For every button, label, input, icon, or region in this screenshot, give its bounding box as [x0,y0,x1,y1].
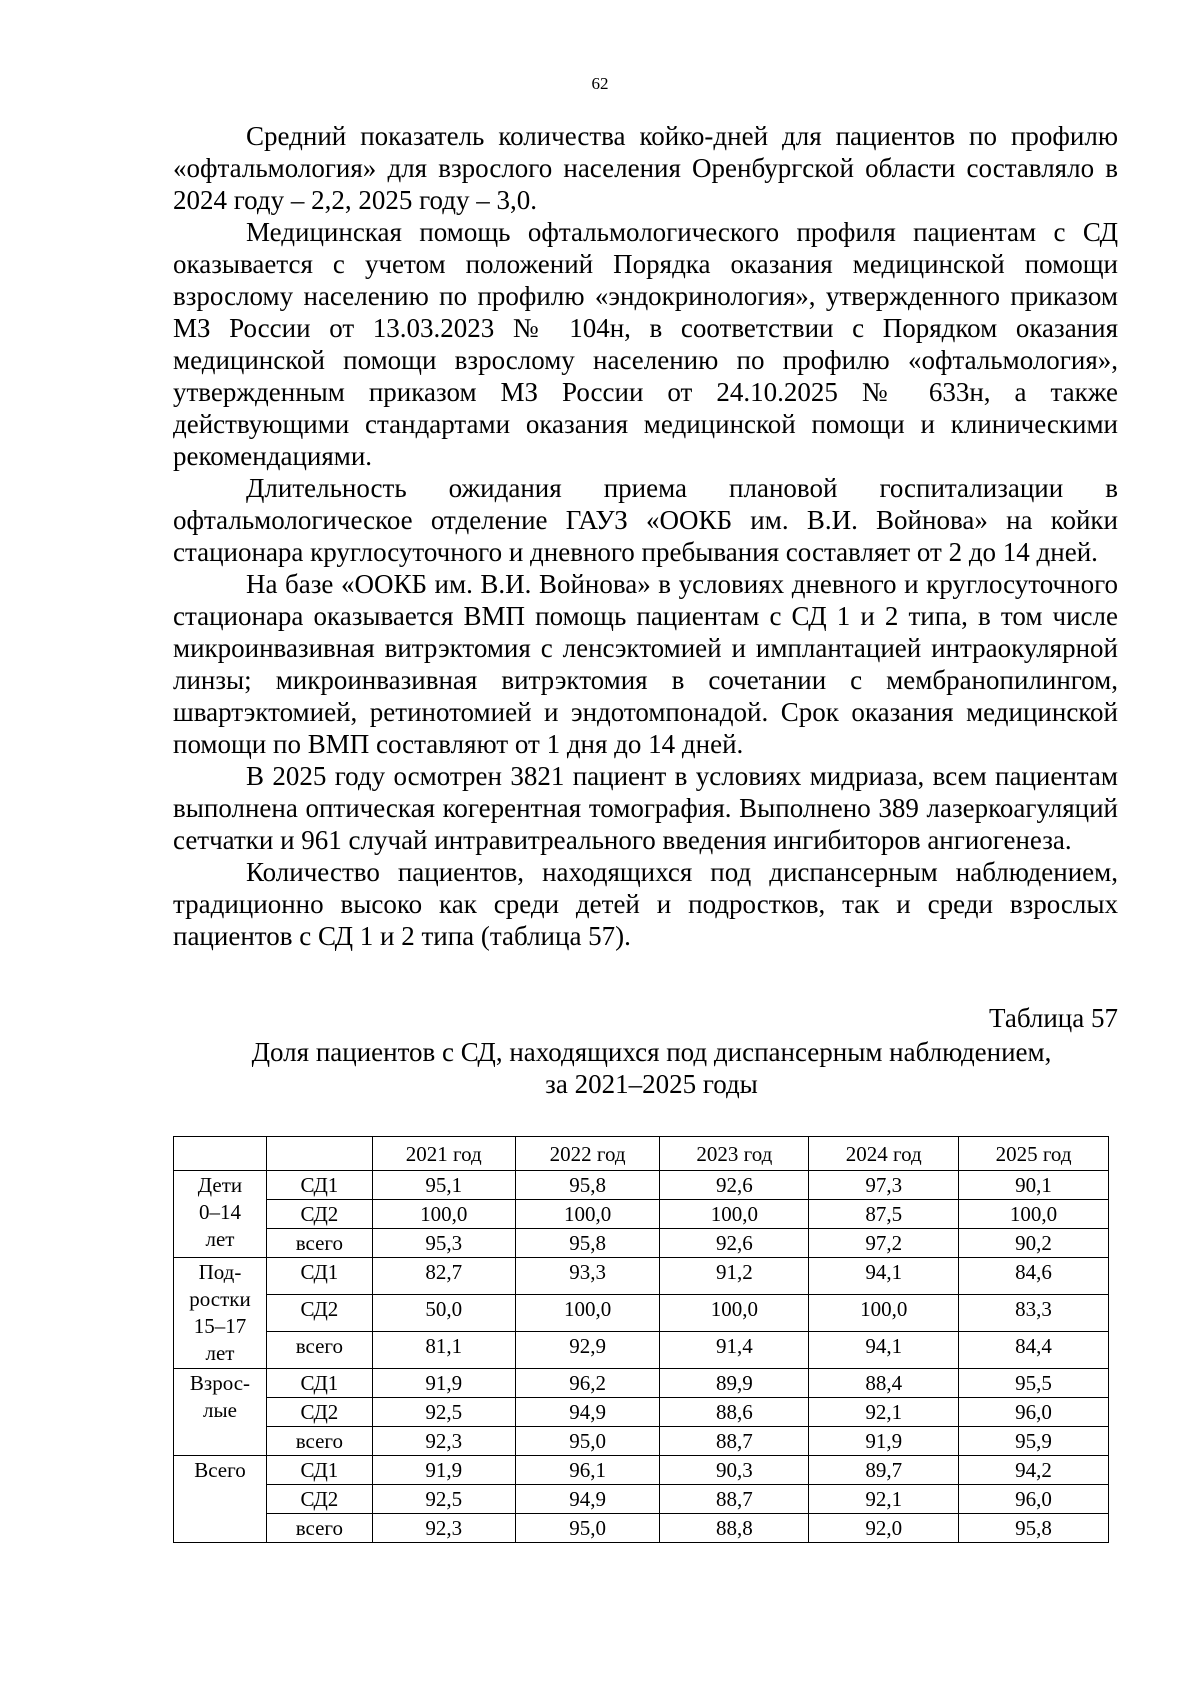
value-cell: 93,3 [515,1258,660,1295]
header-cell [174,1137,267,1171]
value-cell: 88,8 [660,1514,809,1543]
value-cell: 84,4 [959,1332,1109,1369]
header-cell: 2023 год [660,1137,809,1171]
group-label-line: 0–14 [198,1200,241,1224]
table-row [174,1171,1109,1200]
value-cell: 100,0 [660,1295,809,1332]
value-cell: 89,7 [809,1456,959,1485]
value-cell: 94,9 [515,1485,660,1514]
table-row [174,1258,1109,1295]
value-cell: 92,3 [372,1427,515,1456]
value-cell: 92,3 [372,1514,515,1543]
diabetes-type-cell: СД2 [266,1200,372,1229]
value-cell: 100,0 [959,1200,1109,1229]
value-cell: 92,1 [809,1398,959,1427]
value-cell: 100,0 [660,1200,809,1229]
diabetes-type-cell: всего [266,1514,372,1543]
table-row [174,1514,1109,1543]
value-cell: 88,4 [809,1369,959,1398]
group-label-line: лет [205,1227,235,1251]
value-cell: 92,9 [515,1332,660,1369]
value-cell: 82,7 [372,1258,515,1295]
group-label [174,1171,267,1258]
table-row [174,1229,1109,1258]
value-cell: 95,1 [372,1171,515,1200]
group-label [174,1369,267,1456]
table-body [174,1171,1109,1543]
diabetes-type-cell: СД1 [266,1258,372,1295]
table-caption [173,1002,1118,1100]
paragraph: Медицинская помощь офтальмологического профиля пациентам с СД оказывается с учетом положений Порядка оказания медицинской помощи взрослому населению по профилю «эндокринология», утвержденного приказом МЗ России от 13.03.2023 № 104н, в соответствии с Порядком оказания медицинской помощи взрослому населению по профилю «офтальмология», утвержденным приказом МЗ России от 24.10.2025 № 633н, а также действующими стандартами оказания медицинской помощи и клиническими рекомендациями. [173,217,1118,471]
table-row [174,1456,1109,1485]
value-cell: 89,9 [660,1369,809,1398]
table-row [174,1398,1109,1427]
table-row [174,1200,1109,1229]
value-cell: 95,8 [959,1514,1109,1543]
value-cell: 94,1 [809,1258,959,1295]
paragraph: Средний показатель количества койко-дней для пациентов по профилю «офтальмология» для взрослого населения Оренбургской области составляло в 2024 году – 2,2, 2025 году – 3,0. [173,121,1118,215]
value-cell: 90,3 [660,1456,809,1485]
value-cell: 92,5 [372,1398,515,1427]
page-number: 62 [591,74,609,93]
table-title-line: Доля пациентов с СД, находящихся под диспансерным наблюдением, [251,1037,1052,1067]
paragraph: Количество пациентов, находящихся под диспансерным наблюдением, традиционно высоко как среди детей и подростков, так и среди взрослых пациентов с СД 1 и 2 типа (таблица 57). [173,857,1118,951]
value-cell: 83,3 [959,1295,1109,1332]
group-label [174,1258,267,1369]
diabetes-type-cell: СД2 [266,1485,372,1514]
value-cell: 92,0 [809,1514,959,1543]
group-label-line: 15–17 [193,1314,247,1338]
value-cell: 91,9 [372,1456,515,1485]
group-label-line: лет [205,1341,235,1365]
value-cell: 92,6 [660,1171,809,1200]
group-label-line: Под- [198,1260,242,1284]
value-cell: 81,1 [372,1332,515,1369]
value-cell: 96,0 [959,1485,1109,1514]
diabetes-type-cell: СД2 [266,1398,372,1427]
header-cell: 2022 год [515,1137,660,1171]
diabetes-type-cell: всего [266,1229,372,1258]
table-row [174,1485,1109,1514]
value-cell: 92,5 [372,1485,515,1514]
value-cell: 95,5 [959,1369,1109,1398]
value-cell: 100,0 [515,1295,660,1332]
body-text [173,120,1118,952]
value-cell: 91,9 [809,1427,959,1456]
value-cell: 87,5 [809,1200,959,1229]
value-cell: 94,1 [809,1332,959,1369]
value-cell: 95,0 [515,1514,660,1543]
group-label-line: ростки [189,1287,251,1311]
value-cell: 92,1 [809,1485,959,1514]
header-cell: 2021 год [372,1137,515,1171]
diabetes-type-cell: всего [266,1332,372,1369]
group-label-line: Всего [194,1458,246,1482]
value-cell: 94,9 [515,1398,660,1427]
value-cell: 96,1 [515,1456,660,1485]
value-cell: 91,9 [372,1369,515,1398]
group-label-line: Взрос- [189,1371,251,1395]
paragraph: Длительность ожидания приема плановой госпитализации в офтальмологическое отделение ГАУЗ «ООКБ им. В.И. Войнова» на койки стационара круглосуточного и дневного пребывания составляет от 2 до 14 дней. [173,473,1118,567]
table-title-line: за 2021–2025 годы [545,1069,758,1099]
header-cell: 2024 год [809,1137,959,1171]
value-cell: 100,0 [372,1200,515,1229]
group-label [174,1456,267,1543]
table-row [174,1369,1109,1398]
group-label-line: Дети [197,1173,243,1197]
table-row [174,1332,1109,1369]
table-number: Таблица 57 [989,1003,1118,1033]
value-cell: 95,0 [515,1427,660,1456]
header-cell [266,1137,372,1171]
value-cell: 96,2 [515,1369,660,1398]
table-row [174,1427,1109,1456]
diabetes-type-cell: СД2 [266,1295,372,1332]
value-cell: 100,0 [515,1200,660,1229]
value-cell: 97,3 [809,1171,959,1200]
value-cell: 88,7 [660,1485,809,1514]
table-row [174,1295,1109,1332]
diabetes-type-cell: СД1 [266,1171,372,1200]
value-cell: 100,0 [809,1295,959,1332]
value-cell: 92,6 [660,1229,809,1258]
diabetes-type-cell: всего [266,1427,372,1456]
value-cell: 95,3 [372,1229,515,1258]
value-cell: 90,1 [959,1171,1109,1200]
group-label-line: лые [203,1398,237,1422]
table-title [173,1036,1118,1100]
diabetes-type-cell: СД1 [266,1369,372,1398]
data-table [173,1136,1109,1543]
diabetes-type-cell: СД1 [266,1456,372,1485]
value-cell: 91,4 [660,1332,809,1369]
value-cell: 88,6 [660,1398,809,1427]
value-cell: 90,2 [959,1229,1109,1258]
value-cell: 50,0 [372,1295,515,1332]
value-cell: 97,2 [809,1229,959,1258]
value-cell: 94,2 [959,1456,1109,1485]
paragraph: На базе «ООКБ им. В.И. Войнова» в условиях дневного и круглосуточного стационара оказывается ВМП помощь пациентам с СД 1 и 2 типа, в том числе микроинвазивная витрэктомия с ленсэктомией и имплантацией интраокулярной линзы; микроинвазивная витрэктомия в сочетании с мембранопилингом, швартэктомией, ретинотомией и эндотомпонадой. Срок оказания медицинской помощи по ВМП составляют от 1 дня до 14 дней. [173,569,1118,759]
value-cell: 91,2 [660,1258,809,1295]
header-cell: 2025 год [959,1137,1109,1171]
value-cell: 96,0 [959,1398,1109,1427]
value-cell: 84,6 [959,1258,1109,1295]
paragraph: В 2025 году осмотрен 3821 пациент в условиях мидриаза, всем пациентам выполнена оптическая когерентная томография. Выполнено 389 лазеркоагуляций сетчатки и 961 случай интравитреального введения ингибиторов ангиогенеза. [173,761,1118,855]
value-cell: 95,8 [515,1229,660,1258]
value-cell: 95,8 [515,1171,660,1200]
table-header-row [174,1137,1109,1171]
value-cell: 95,9 [959,1427,1109,1456]
value-cell: 88,7 [660,1427,809,1456]
